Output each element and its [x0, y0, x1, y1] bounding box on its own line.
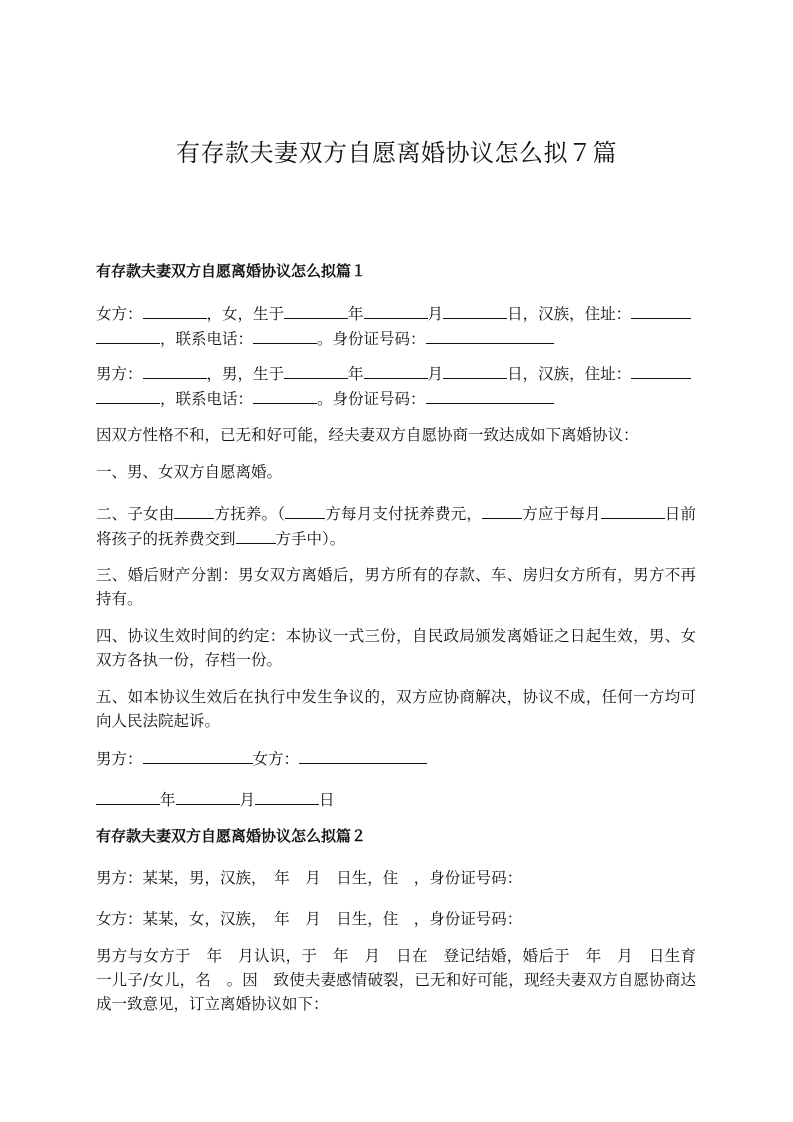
clause-5: 五、如本协议生效后在执行中发生争议的，双方应协商解决，协议不成，任何一方均可向人民法院起诉。 — [96, 688, 696, 730]
male-party-line: 男方：某某，男，汉族， 年 月 日生，住 ，身份证号码： — [96, 869, 523, 887]
divorce-reason: 因双方性格不和，已无和好可能，经夫妻双方自愿协商一致达成如下离婚协议： — [96, 426, 639, 444]
marriage-intro: 男方与女方于 年 月认识，于 年 月 日在 登记结婚，婚后于 年 月 日生育一儿子/女儿，名 。因 致使夫妻感情破裂，已无和好可能，现经夫妻双方自愿协商达成一致意见，订立离婚协议如下： — [96, 947, 696, 1013]
section-heading-1: 有存款夫妻双方自愿离婚协议怎么拟篇１ — [96, 262, 367, 280]
female-party-info: 女方： ，女，生于 年 月 日，汉族，住址： ，联系电话： 。身份证号码： — [96, 301, 696, 351]
clause-3: 三、婚后财产分割：男女双方离婚后，男方所有的存款、车、房归女方所有，男方不再持有。 — [96, 566, 696, 608]
section-heading-2: 有存款夫妻双方自愿离婚协议怎么拟篇２ — [96, 827, 367, 845]
date-line: 年 月 日 — [96, 787, 696, 812]
clause-1: 一、男、女双方自愿离婚。 — [96, 463, 283, 481]
clause-2: 二、子女由 方抚养。（ 方每月支付抚养费元， 方应于每月 日前将孩子的抚养费交到 方手中）。 — [96, 501, 696, 551]
clause-4: 四、协议生效时间的约定：本协议一式三份，自民政局颁发离婚证之日起生效，男、女双方各执一份，存档一份。 — [96, 627, 696, 669]
female-party-line: 女方：某某，女，汉族， 年 月 日生，住 ，身份证号码： — [96, 910, 523, 928]
male-party-info: 男方： ，男，生于 年 月 日，汉族，住址： ，联系电话： 。身份证号码： — [96, 361, 696, 411]
document-title: 有存款夫妻双方自愿离婚协议怎么拟７篇 — [176, 139, 617, 167]
signature-line: 男方： 女方： — [96, 746, 696, 771]
